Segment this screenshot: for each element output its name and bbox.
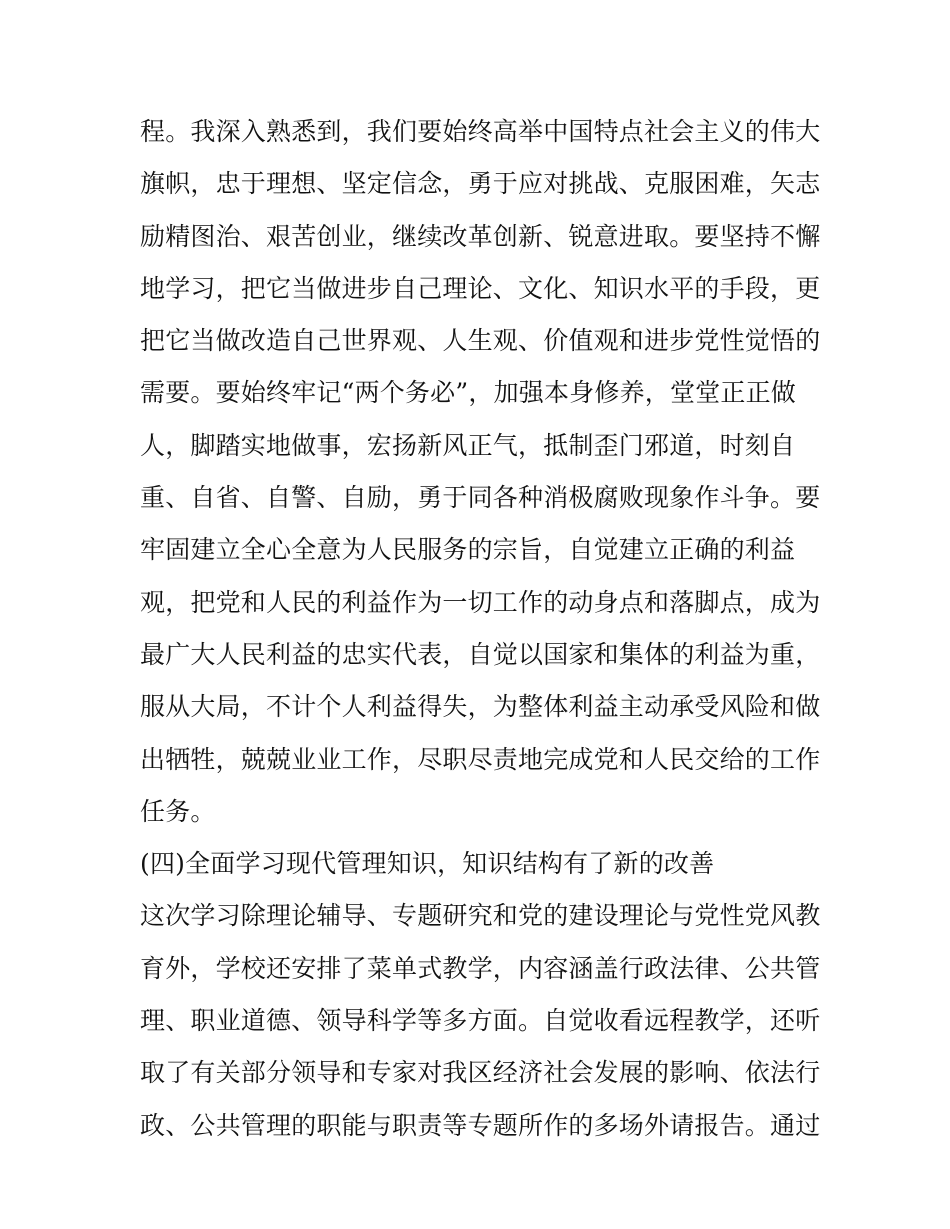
body-text — [140, 106, 820, 1152]
text-line: 任务。 — [140, 796, 216, 826]
text-line: 观，把党和人民的利益作为一切工作的动身点和落脚点，成为 — [140, 587, 821, 617]
text-line: 人，脚踏实地做事，宏扬新风正气，抵制歪门邪道，时刻自 — [140, 430, 796, 460]
text-line: 重、自省、自警、自励，勇于同各种消极腐败现象作斗争。要 — [140, 483, 821, 513]
text-line: 旗帜，忠于理想、坚定信念，勇于应对挑战、克服困难，矢志 — [140, 169, 821, 199]
text-line: 牢固建立全心全意为人民服务的宗旨，自觉建立正确的利益 — [140, 535, 796, 565]
text-line: 地学习，把它当做进步自己理论、文化、知识水平的手段，更 — [140, 273, 821, 303]
text-line: 这次学习除理论辅导、专题研究和党的建设理论与党性党风教 — [140, 901, 821, 931]
text-line: 把它当做改造自己世界观、人生观、价值观和进步党性觉悟的 — [140, 326, 821, 356]
text-line: 服从大局，不计个人利益得失，为整体利益主动承受风险和做 — [140, 692, 821, 722]
text-line: 理、职业道德、领导科学等多方面。自觉收看远程教学，还听 — [140, 1006, 821, 1036]
text-line: 励精图治、艰苦创业，继续改革创新、锐意进取。要坚持不懈 — [140, 221, 821, 251]
text-line: 出牺牲，兢兢业业工作，尽职尽责地完成党和人民交给的工作 — [140, 744, 821, 774]
text-line: 程。我深入熟悉到，我们要始终高举中国特点社会主义的伟大 — [140, 117, 821, 146]
section-heading: (四)全面学习现代管理知识，知识结构有了新的改善 — [140, 849, 715, 879]
text-line: 育外，学校还安排了菜单式教学，内容涵盖行政法律、公共管 — [140, 953, 821, 983]
text-line: 最广大人民利益的忠实代表，自觉以国家和集体的利益为重， — [140, 639, 821, 669]
text-line: 需要。要始终牢记“两个务必”，加强本身修养，堂堂正正做 — [140, 378, 796, 408]
text-line: 政、公共管理的职能与职责等专题所作的多场外请报告。通过 — [140, 1110, 821, 1140]
text-line: 取了有关部分领导和专家对我区经济社会发展的影响、依法行 — [140, 1058, 821, 1088]
